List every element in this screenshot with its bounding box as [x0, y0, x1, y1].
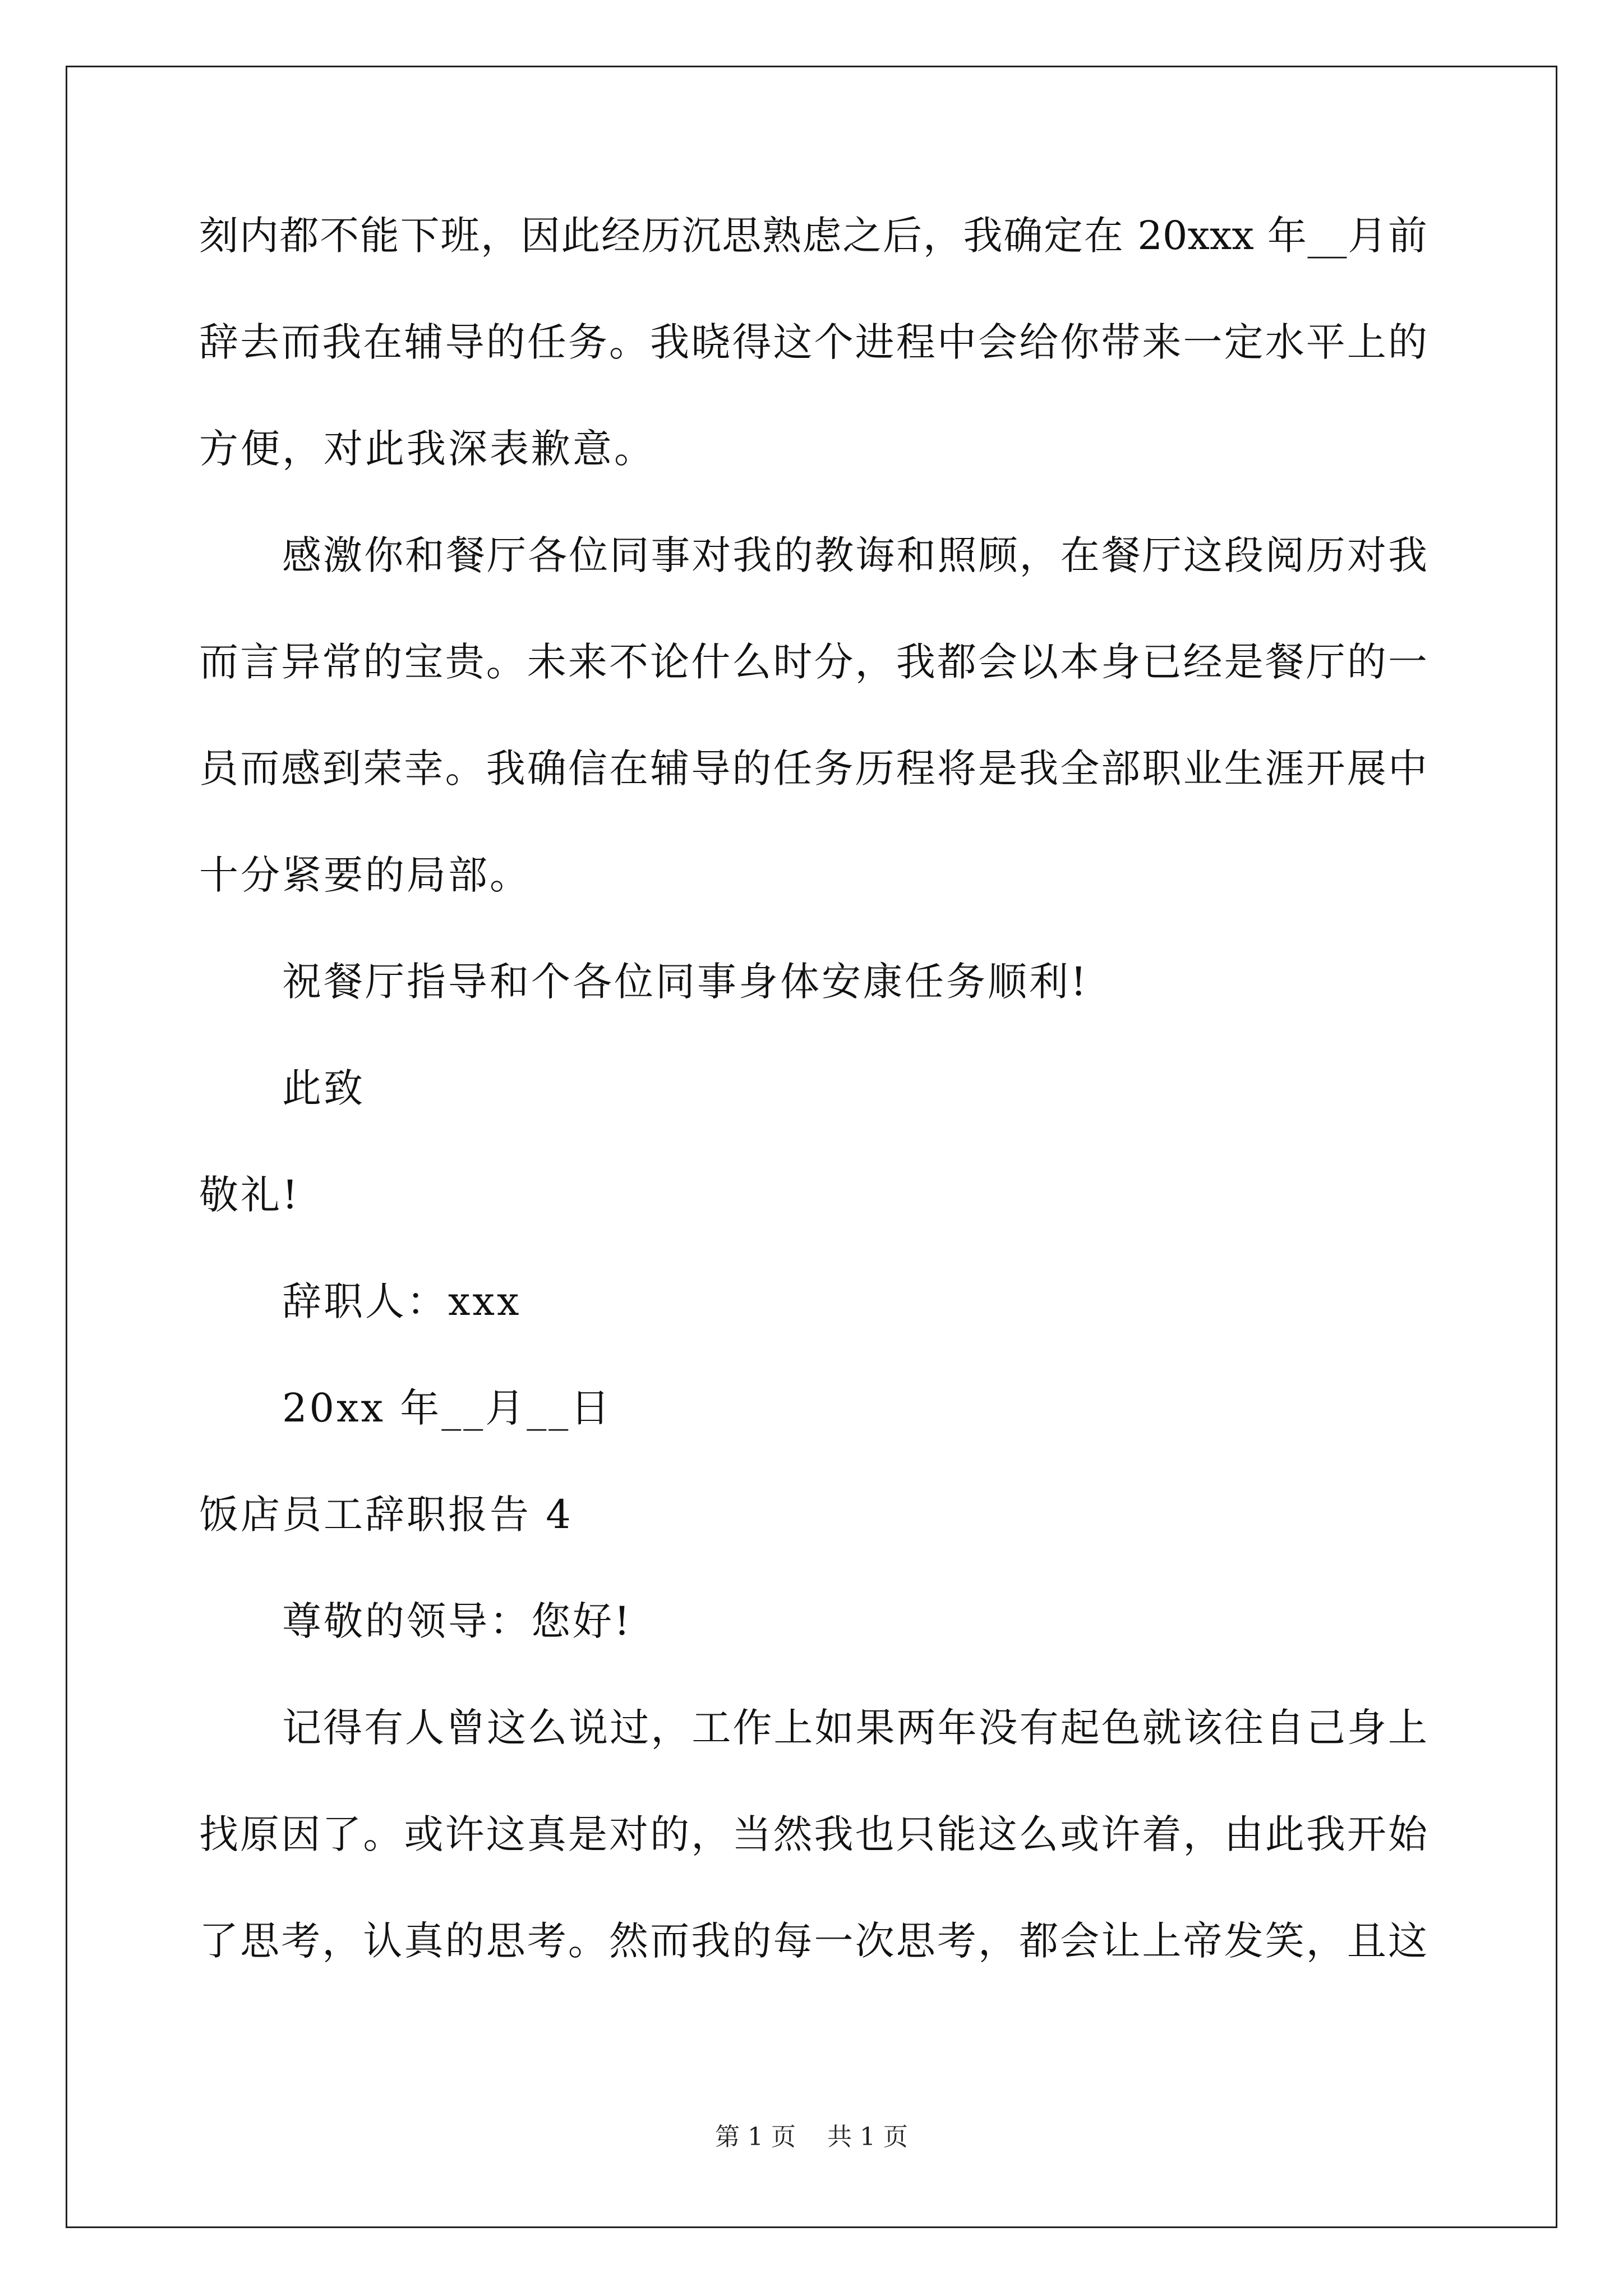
- closing-wish: 祝餐厅指导和个各位同事身体安康任务顺利!: [282, 959, 1089, 1005]
- paragraph-start-line: 感激你和餐厅各位同事对我的教诲和照顾，在餐厅这段阅历对我: [282, 532, 1427, 578]
- text-line: 找原因了。或许这真是对的，当然我也只能这么或许着，由此我开始: [199, 1811, 1427, 1857]
- text-line: 而言异常的宝贵。未来不论什么时分，我都会以本身已经是餐厅的一: [199, 639, 1427, 685]
- signature-name: 辞职人：xxx: [282, 1278, 522, 1324]
- section-heading: 饭店员工辞职报告 4: [199, 1492, 573, 1538]
- signature-date: 20xx 年__月__日: [282, 1385, 612, 1431]
- salutation-cizhi: 此致: [282, 1065, 365, 1111]
- paragraph-start-line: 记得有人曾这么说过，工作上如果两年没有起色就该往自己身上: [282, 1705, 1427, 1751]
- text-line: 了思考，认真的思考。然而我的每一次思考，都会让上帝发笑，且这: [199, 1918, 1427, 1964]
- page-number-footer: 第 1 页 共 1 页: [715, 2123, 908, 2151]
- text-line: 刻内都不能下班，因此经历沉思熟虑之后，我确定在 20xxx 年__月前: [199, 213, 1427, 259]
- greeting: 尊敬的领导：您好!: [282, 1598, 633, 1644]
- text-line: 辞去而我在辅导的任务。我晓得这个进程中会给你带来一定水平上的: [199, 319, 1427, 365]
- salutation-jingli: 敬礼!: [199, 1172, 301, 1218]
- text-line: 十分紧要的局部。: [199, 852, 531, 898]
- page-border: [66, 66, 1557, 2228]
- text-line: 方便，对此我深表歉意。: [199, 426, 656, 472]
- text-line: 员而感到荣幸。我确信在辅导的任务历程将是我全部职业生涯开展中: [199, 746, 1427, 792]
